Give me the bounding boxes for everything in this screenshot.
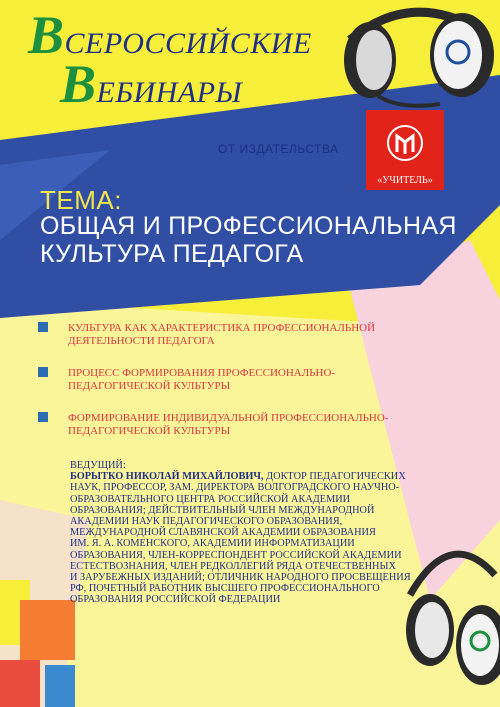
headset-icon [330, 0, 500, 115]
theme-title-line: КУЛЬТУРА ПЕДАГОГА [40, 240, 304, 268]
presenter-bio-line: АКАДЕМИИ НАУК ПЕДАГОГИЧЕСКОГО ОБРАЗОВАНИЯ, [70, 516, 343, 528]
presenter-bio-line: ОБРАЗОВАНИЯ, ЧЛЕН-КОРРЕСПОНДЕНТ РОССИЙСКОЙ АКАДЕМИИ [70, 549, 402, 561]
presenter-bio-line: ОБРАЗОВАНИЯ; ДЕЙСТВИТЕЛЬНЫЙ ЧЛЕН МЕЖДУНАРОДНОЙ [70, 504, 375, 516]
presenter-block [70, 460, 470, 606]
presenter-bio-line: И ЗАРУБЕЖНЫХ ИЗДАНИЙ; ОТЛИЧНИК НАРОДНОГО ПРОСВЕЩЕНИЯ [70, 572, 411, 584]
topic-list [38, 322, 438, 457]
theme-title [40, 212, 480, 268]
brand-initial: В [60, 54, 97, 114]
brand-word: СЕРОССИЙСКИЕ [64, 27, 312, 60]
brand-line-2 [60, 54, 310, 114]
topic-line: КУЛЬТУРА КАК ХАРАКТЕРИСТИКА ПРОФЕССИОНАЛЬНОЙ [68, 322, 376, 334]
topic-item [38, 367, 438, 393]
presenter-bio-text: ДОКТОР ПЕДАГОГИЧЕСКИХ [266, 471, 406, 483]
presenter-name: БОРЫТКО НИКОЛАЙ МИХАЙЛОВИЧ, [70, 471, 264, 483]
presenter-bio-line [70, 471, 470, 482]
presenter-bio-line: ОБРАЗОВАТЕЛЬНОГО ЦЕНТРА РОССИЙСКОЙ АКАДЕМИИ [70, 493, 351, 505]
presenter-heading: ВЕДУЩИЙ: [70, 460, 126, 471]
topic-line: ДЕЯТЕЛЬНОСТИ ПЕДАГОГА [68, 335, 215, 347]
topic-item [38, 322, 438, 348]
square-bullet-icon [38, 412, 48, 422]
publisher-logo [366, 110, 444, 190]
theme-heading: ТЕМА: [40, 185, 122, 215]
topic-line: ПЕДАГОГИЧЕСКОЙ КУЛЬТУРЫ [68, 425, 231, 437]
topic-line: ПЕДАГОГИЧЕСКОЙ КУЛЬТУРЫ [68, 380, 231, 392]
square-bullet-icon [38, 367, 48, 377]
presenter-bio-line: РФ, ПОЧЕТНЫЙ РАБОТНИК ВЫСШЕГО ПРОФЕССИОНАЛЬНОГО [70, 583, 380, 595]
brand-initial: В [28, 5, 65, 65]
publisher-label: ОТ ИЗДАТЕЛЬСТВА [218, 142, 339, 156]
presenter-bio-line: МЕЖДУНАРОДНОЙ СЛАВЯНСКОЙ АКАДЕМИИ ОБРАЗОВАНИЯ [70, 527, 376, 539]
brand-title [10, 5, 312, 114]
square-bullet-icon [38, 322, 48, 332]
presenter-bio-line: ЕСТЕСТВОЗНАНИЯ, ЧЛЕН РЕДКОЛЛЕГИЙ РЯДА ОТЕЧЕСТВЕННЫХ [70, 560, 396, 572]
presenter-bio-line: ИМ. Я. А. КОМЕНСКОГО, АКАДЕМИИ ИНФОРМАТИЗАЦИИ [70, 538, 355, 550]
presenter-bio-line: ОБРАЗОВАНИЯ РОССИЙСКОЙ ФЕДЕРАЦИИ [70, 594, 281, 606]
topic-line: ПРОЦЕСС ФОРМИРОВАНИЯ ПРОФЕССИОНАЛЬНО- [68, 367, 336, 379]
brand-word: ЕБИНАРЫ [96, 76, 243, 109]
presenter-bio-line: НАУК, ПРОФЕССОР, ЗАМ. ДИРЕКТОРА ВОЛГОГРАДСКОГО НАУЧНО- [70, 482, 400, 494]
theme-title-line: ОБЩАЯ И ПРОФЕССИОНАЛЬНАЯ [40, 212, 457, 240]
topic-line: ФОРМИРОВАНИЕ ИНДИВИДУАЛЬНОЙ ПРОФЕССИОНАЛЬНО- [68, 412, 389, 424]
logo-text: «УЧИТЕЛЬ» [377, 175, 433, 186]
topic-item [38, 412, 438, 438]
